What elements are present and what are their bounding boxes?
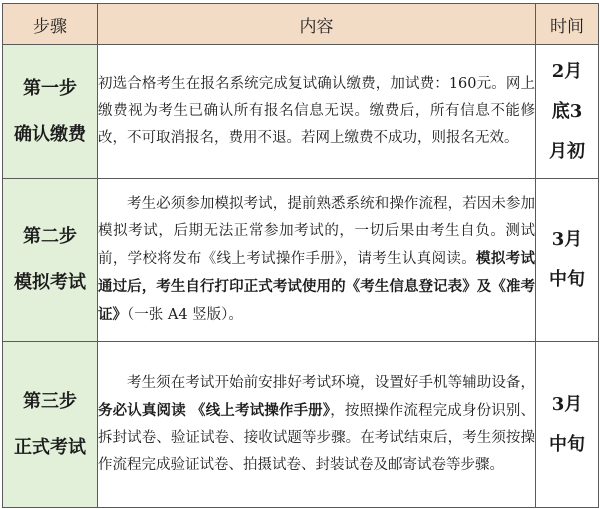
table-row [3, 179, 599, 342]
header-step: 步骤 [3, 4, 98, 45]
content-text: 考生须在考试开始前安排好考试环境，设置好手机等辅助设备， [127, 375, 535, 391]
time-line: 中旬 [549, 269, 585, 290]
step-cell [3, 45, 98, 179]
content-emphasis: 模拟考试通过后，考生自行打印正式考试使用的《考生信息登记表》及《准考证》 [98, 250, 536, 323]
time-cell [536, 342, 599, 508]
content-cell [98, 45, 536, 179]
content-text: （一张 A4 竖版）。 [127, 307, 243, 323]
time-cell [536, 179, 599, 342]
content-cell [98, 179, 536, 342]
time-line: 底3 [551, 100, 583, 122]
header-time: 时间 [536, 4, 599, 45]
process-table [2, 3, 599, 508]
table-row [3, 342, 599, 508]
step-cell [3, 179, 98, 342]
time-line: 中旬 [549, 433, 585, 455]
time-line: 2月 [551, 60, 583, 82]
content-text: 考生必须参加模拟考试，提前熟悉系统和操作流程，若因未参加模拟考试，后期无法正常参加考试的，一切后果由考生自负。测试前，学校将发布《线上考试操作手册》，请考生认真阅读。 [98, 196, 535, 267]
step-title: 确认缴费 [14, 123, 86, 145]
content-emphasis: 务必认真阅读 《线上考试操作手册》 [98, 402, 331, 419]
step-number: 第三步 [23, 390, 77, 412]
content-cell [98, 342, 536, 508]
time-line: 3月 [551, 229, 583, 250]
step-title: 模拟考试 [14, 272, 86, 293]
time-line: 3月 [551, 393, 583, 415]
time-line: 月初 [549, 140, 585, 162]
step-cell [3, 342, 98, 508]
table-row [3, 45, 599, 179]
header-content: 内容 [98, 4, 536, 45]
step-number: 第二步 [23, 226, 77, 247]
time-cell [536, 45, 599, 179]
step-number: 第一步 [23, 77, 77, 99]
content-text: 初选合格考生在报名系统完成复试确认缴费，加试费：160元。网上缴费视为考生已确认所有报名信息无误。缴费后，所有信息不能修改，不可取消报名，费用不退。若网上缴费不成功，则报名无效。 [98, 76, 535, 146]
header-row [3, 4, 599, 45]
content-text: ，按照操作流程完成身份识别、拆封试卷、验证试卷、接收试题等步骤。在考试结束后，考生须按操作流程完成验证试卷、拍摄试卷、封装试卷及邮寄试卷等步骤。 [98, 403, 536, 473]
step-title: 正式考试 [14, 436, 86, 458]
